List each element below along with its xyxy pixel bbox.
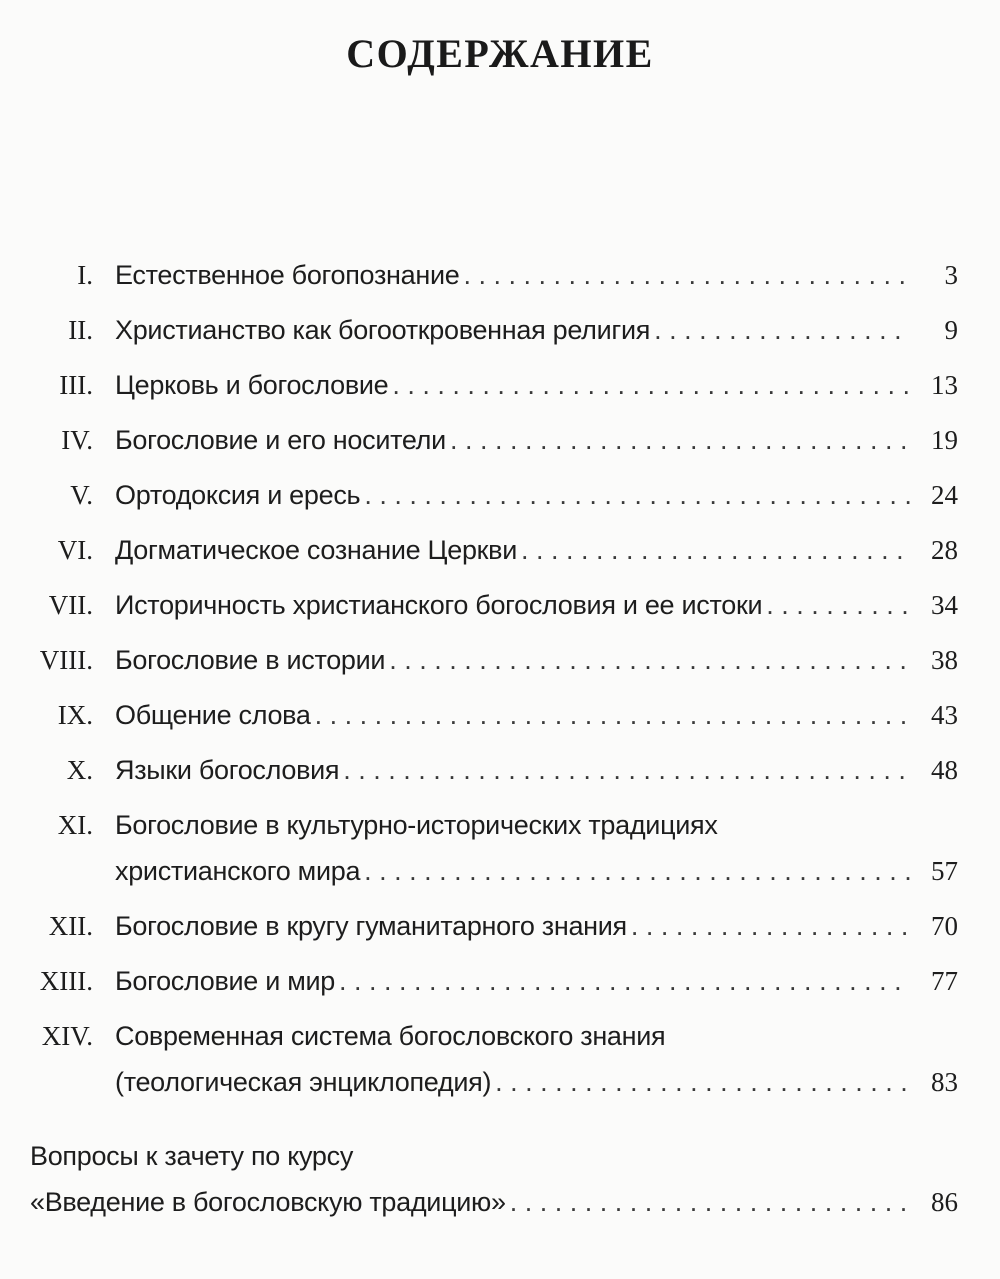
chapter-number: XIV. <box>41 1021 93 1051</box>
toc-entry[interactable] <box>0 417 1000 463</box>
dot-leader <box>510 1179 910 1225</box>
chapter-title-line: христианского мира <box>115 856 361 886</box>
page-number: 83 <box>931 1067 958 1097</box>
chapter-number: VI. <box>57 535 93 565</box>
page-number: 38 <box>931 645 958 675</box>
chapter-title: Богословие в истории <box>115 645 386 675</box>
toc-entry[interactable] <box>0 472 1000 518</box>
dot-leader <box>631 903 910 949</box>
dot-leader <box>495 1059 910 1105</box>
chapter-number: IV. <box>61 425 93 455</box>
chapter-title: Христианство как богооткровенная религия <box>115 315 651 345</box>
toc-entry[interactable] <box>0 958 1000 1004</box>
dot-leader <box>389 637 910 683</box>
dot-leader <box>392 362 910 408</box>
page-number: 86 <box>931 1187 958 1217</box>
chapter-title: Ортодоксия и ересь <box>115 480 361 510</box>
dot-leader <box>315 692 910 738</box>
chapter-title-line: Богословие в культурно-исторических традициях <box>115 810 718 840</box>
dot-leader <box>654 307 910 353</box>
chapter-number: V. <box>70 480 93 510</box>
dot-leader <box>521 527 910 573</box>
dot-leader <box>364 848 910 894</box>
appendix-title-line: «Введение в богословскую традицию» <box>30 1187 506 1217</box>
toc-entry[interactable] <box>0 252 1000 298</box>
chapter-title: Естественное богопознание <box>115 260 460 290</box>
chapter-title: Богословие и мир <box>115 966 335 996</box>
dot-leader <box>339 958 910 1004</box>
chapter-number: X. <box>66 755 93 785</box>
page-number: 43 <box>931 700 958 730</box>
dot-leader <box>766 582 910 628</box>
page-number: 3 <box>944 260 958 290</box>
page-number: 70 <box>931 911 958 941</box>
chapter-title-line: (теологическая энциклопедия) <box>115 1067 492 1097</box>
dot-leader <box>463 252 910 298</box>
toc-entry[interactable] <box>0 582 1000 628</box>
chapter-number: VII. <box>48 590 93 620</box>
chapter-title: Богословие и его носители <box>115 425 446 455</box>
chapter-title: Догматическое сознание Церкви <box>115 535 517 565</box>
toc-entry[interactable] <box>0 637 1000 683</box>
chapter-number: XII. <box>48 911 93 941</box>
page-number: 34 <box>931 590 958 620</box>
toc-entry[interactable] <box>0 747 1000 793</box>
page-number: 77 <box>931 966 958 996</box>
page-number: 13 <box>931 370 958 400</box>
page-number: 19 <box>931 425 958 455</box>
chapter-title: Языки богословия <box>115 755 340 785</box>
page-number: 28 <box>931 535 958 565</box>
toc-entry[interactable] <box>0 362 1000 408</box>
toc-entry[interactable] <box>0 692 1000 738</box>
dot-leader <box>450 417 910 463</box>
chapter-number: I. <box>77 260 93 290</box>
chapter-title: Церковь и богословие <box>115 370 389 400</box>
page-number: 24 <box>931 480 958 510</box>
page-number: 57 <box>931 856 958 886</box>
dot-leader <box>343 747 910 793</box>
chapter-title-line: Современная система богословского знания <box>115 1021 666 1051</box>
chapter-number: XIII. <box>39 966 93 996</box>
dot-leader <box>364 472 910 518</box>
chapter-title: Общение слова <box>115 700 311 730</box>
page-number: 9 <box>944 315 958 345</box>
toc-entry[interactable] <box>0 802 1000 894</box>
chapter-number: IX. <box>57 700 93 730</box>
toc-entry[interactable] <box>0 307 1000 353</box>
toc-entry-appendix[interactable] <box>0 1133 1000 1225</box>
chapter-number: III. <box>59 370 93 400</box>
chapter-number: VIII. <box>39 645 93 675</box>
table-of-contents <box>0 252 1000 1225</box>
chapter-number: II. <box>68 315 93 345</box>
page-number: 48 <box>931 755 958 785</box>
chapter-title: Историчность христианского богословия и ее истоки <box>115 590 763 620</box>
toc-entry[interactable] <box>0 527 1000 573</box>
appendix-title-line: Вопросы к зачету по курсу <box>30 1141 354 1171</box>
page-title: СОДЕРЖАНИЕ <box>346 31 654 76</box>
chapter-title: Богословие в кругу гуманитарного знания <box>115 911 627 941</box>
toc-entry[interactable] <box>0 903 1000 949</box>
toc-entry[interactable] <box>0 1013 1000 1105</box>
chapter-number: XI. <box>57 810 93 840</box>
